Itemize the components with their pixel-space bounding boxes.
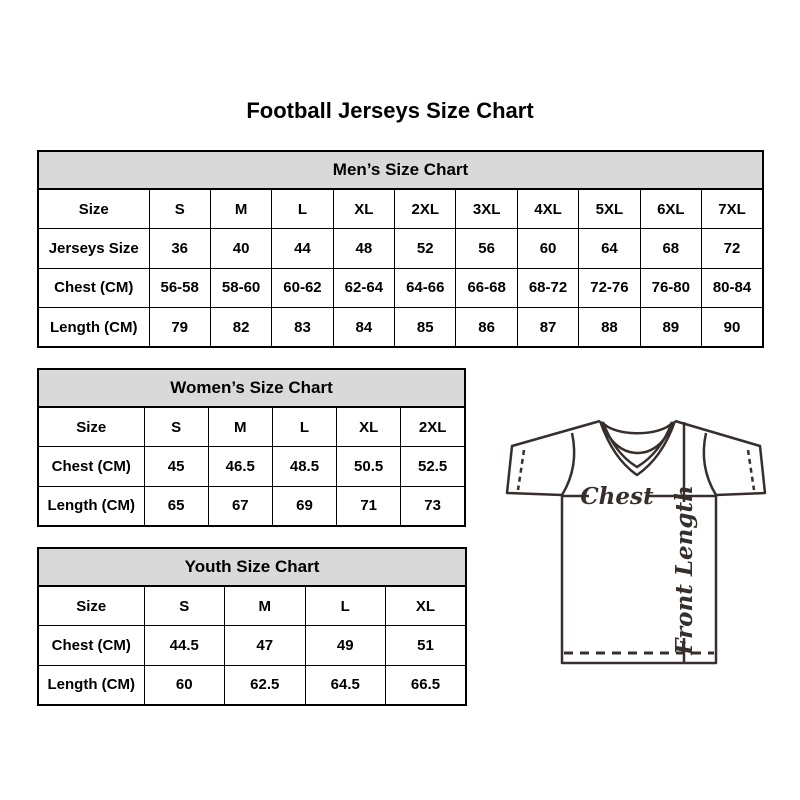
cell-value: 73 — [401, 486, 465, 526]
table-title: Youth Size Chart — [38, 548, 466, 586]
cell-value: 48.5 — [272, 447, 336, 487]
cell-value: S — [144, 586, 225, 626]
cell-value: 62.5 — [225, 665, 306, 705]
cell-value: 72 — [702, 229, 763, 269]
cell-value: 45 — [144, 447, 208, 487]
row-label: Size — [38, 407, 144, 447]
cell-value: 85 — [395, 308, 456, 348]
cell-value: L — [305, 586, 386, 626]
cell-value: 71 — [337, 486, 401, 526]
cell-value: 64 — [579, 229, 640, 269]
cell-value: 60 — [517, 229, 578, 269]
cell-value: 49 — [305, 626, 386, 666]
cell-value: 52.5 — [401, 447, 465, 487]
cell-value: 36 — [149, 229, 210, 269]
cell-value: 90 — [702, 308, 763, 348]
right-cuff-stitch — [748, 450, 754, 490]
cell-value: 65 — [144, 486, 208, 526]
chest-label: Chest — [580, 483, 654, 510]
table-row — [38, 447, 465, 487]
cell-value: XL — [333, 189, 394, 229]
cell-value: XL — [386, 586, 467, 626]
row-label: Length (CM) — [38, 665, 144, 705]
cell-value: 67 — [208, 486, 272, 526]
cell-value: 80-84 — [702, 268, 763, 308]
row-label: Size — [38, 586, 144, 626]
cell-value: L — [272, 407, 336, 447]
cell-value: 56-58 — [149, 268, 210, 308]
cell-value: S — [149, 189, 210, 229]
cell-value: XL — [337, 407, 401, 447]
table-row — [38, 626, 466, 666]
table-row — [38, 268, 763, 308]
table-row — [38, 665, 466, 705]
womens-size-table — [37, 368, 466, 527]
table-row — [38, 308, 763, 348]
cell-value: 46.5 — [208, 447, 272, 487]
cell-value: 47 — [225, 626, 306, 666]
jersey-right-sleeve-seam — [704, 433, 716, 495]
cell-value: M — [225, 586, 306, 626]
cell-value: 50.5 — [337, 447, 401, 487]
cell-value: 68 — [640, 229, 701, 269]
table-row — [38, 189, 763, 229]
cell-value: M — [210, 189, 271, 229]
row-label: Jerseys Size — [38, 229, 149, 269]
cell-value: L — [272, 189, 333, 229]
table-title: Women’s Size Chart — [38, 369, 465, 407]
row-label: Size — [38, 189, 149, 229]
cell-value: M — [208, 407, 272, 447]
cell-value: 3XL — [456, 189, 517, 229]
table-row — [38, 229, 763, 269]
cell-value: 5XL — [579, 189, 640, 229]
cell-value: 88 — [579, 308, 640, 348]
cell-value: 82 — [210, 308, 271, 348]
cell-value: 87 — [517, 308, 578, 348]
table-row — [38, 586, 466, 626]
cell-value: 44.5 — [144, 626, 225, 666]
cell-value: 6XL — [640, 189, 701, 229]
cell-value: 84 — [333, 308, 394, 348]
cell-value: 66.5 — [386, 665, 467, 705]
cell-value: 56 — [456, 229, 517, 269]
cell-value: 40 — [210, 229, 271, 269]
table-row — [38, 407, 465, 447]
cell-value: 60 — [144, 665, 225, 705]
youth-size-table — [37, 547, 467, 706]
cell-value: 7XL — [702, 189, 763, 229]
row-label: Chest (CM) — [38, 626, 144, 666]
cell-value: 44 — [272, 229, 333, 269]
page-title: Football Jerseys Size Chart — [246, 98, 534, 123]
row-label: Length (CM) — [38, 486, 144, 526]
cell-value: 4XL — [517, 189, 578, 229]
cell-value: 2XL — [401, 407, 465, 447]
front-length-label: Front Length — [671, 485, 698, 655]
cell-value: 83 — [272, 308, 333, 348]
row-label: Chest (CM) — [38, 447, 144, 487]
cell-value: 64-66 — [395, 268, 456, 308]
jersey-diagram — [495, 398, 795, 690]
cell-value: 79 — [149, 308, 210, 348]
cell-value: 51 — [386, 626, 467, 666]
cell-value: 52 — [395, 229, 456, 269]
table-row — [38, 486, 465, 526]
jersey-left-sleeve-seam — [562, 433, 574, 495]
cell-value: 64.5 — [305, 665, 386, 705]
table-title: Men’s Size Chart — [38, 151, 763, 189]
mens-size-table — [37, 150, 764, 348]
cell-value: 89 — [640, 308, 701, 348]
cell-value: 66-68 — [456, 268, 517, 308]
cell-value: 68-72 — [517, 268, 578, 308]
cell-value: 2XL — [395, 189, 456, 229]
cell-value: 60-62 — [272, 268, 333, 308]
row-label: Length (CM) — [38, 308, 149, 348]
left-cuff-stitch — [518, 450, 524, 490]
cell-value: 72-76 — [579, 268, 640, 308]
cell-value: 62-64 — [333, 268, 394, 308]
row-label: Chest (CM) — [38, 268, 149, 308]
cell-value: 48 — [333, 229, 394, 269]
cell-value: S — [144, 407, 208, 447]
collar-band-arc-shallow — [602, 422, 673, 433]
cell-value: 86 — [456, 308, 517, 348]
cell-value: 69 — [272, 486, 336, 526]
jersey-right-sleeve — [675, 421, 765, 495]
cell-value: 58-60 — [210, 268, 271, 308]
cell-value: 76-80 — [640, 268, 701, 308]
